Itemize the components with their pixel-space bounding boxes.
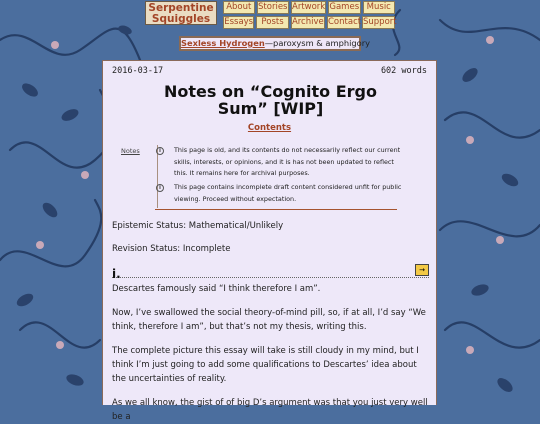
logo-line-2: Squiggles bbox=[151, 13, 211, 25]
site-subtitle-bar bbox=[179, 36, 371, 51]
nav-archive[interactable]: Archive bbox=[291, 17, 324, 27]
notes-divider bbox=[155, 209, 397, 210]
nav-music[interactable]: Music bbox=[363, 1, 396, 14]
logo-line-1: Serpentine bbox=[148, 2, 214, 14]
nav-support[interactable]: Support bbox=[363, 17, 397, 27]
paragraph-3: The complete picture this essay will take is still cloudy in my mind, but I think I’m just going to add some qualifications to Descartes’ idea about the uncertainties of reality. bbox=[112, 346, 419, 384]
nav-posts[interactable]: Posts bbox=[256, 16, 288, 29]
notes-list bbox=[157, 145, 402, 208]
paragraph-1: Descartes famously said “I think therefore I am”. bbox=[112, 284, 321, 294]
nav-about[interactable]: About bbox=[223, 1, 255, 14]
site-name-link[interactable]: Sexless Hydrogen bbox=[181, 38, 265, 48]
nav-games[interactable]: Games bbox=[329, 2, 360, 12]
note-archival bbox=[159, 145, 402, 180]
site-logo[interactable] bbox=[145, 1, 217, 25]
note-text: This page contains incomplete draft content considered unfit for public viewing. Proceed without expectation. bbox=[174, 183, 402, 203]
main-nav bbox=[223, 1, 395, 31]
word-count: 602 words bbox=[380, 66, 427, 76]
nav-essays[interactable]: Essays bbox=[224, 17, 254, 27]
info-icon: i bbox=[156, 147, 164, 155]
note-draft bbox=[159, 182, 402, 205]
page-title: Notes on “Cognito Ergo Sum” [WIP] bbox=[164, 82, 377, 118]
nav-row-1 bbox=[223, 1, 395, 14]
note-text: This page is old, and its contents do not necessarily reflect our current skills, interests, or opinions, and it is has not been updated to reflect this. It remains here for archival purposes. bbox=[174, 146, 401, 178]
contents-link[interactable]: Contents bbox=[247, 123, 292, 133]
revision-status: Revision Status: Incomplete bbox=[112, 244, 231, 254]
section-heading-text: i. bbox=[112, 267, 121, 281]
paragraph-2: Now, I’ve swallowed the social theory-of-mind pill, so, if at all, I’d say “We think, therefore I am”, but that’s not my thesis, writing this. bbox=[112, 308, 426, 332]
nav-row-2 bbox=[223, 16, 395, 29]
nav-stories[interactable]: Stories bbox=[258, 2, 288, 12]
arrow-right-icon[interactable]: → bbox=[415, 264, 429, 276]
paragraph-4: As we all know, the gist of of big D’s argument was that you just very well be a bbox=[112, 398, 428, 422]
section-heading bbox=[112, 263, 429, 281]
info-icon: i bbox=[156, 184, 164, 192]
epistemic-status: Epistemic Status: Mathematical/Unlikely bbox=[112, 221, 284, 231]
nav-contact[interactable]: Contact bbox=[328, 17, 362, 27]
nav-artwork[interactable]: Artwork bbox=[292, 2, 326, 12]
site-tagline: —paroxysm & amphigory bbox=[264, 38, 371, 48]
post-date: 2016-03-17 bbox=[112, 66, 164, 76]
article-page bbox=[102, 60, 437, 422]
notes-label[interactable]: Notes bbox=[121, 147, 140, 155]
